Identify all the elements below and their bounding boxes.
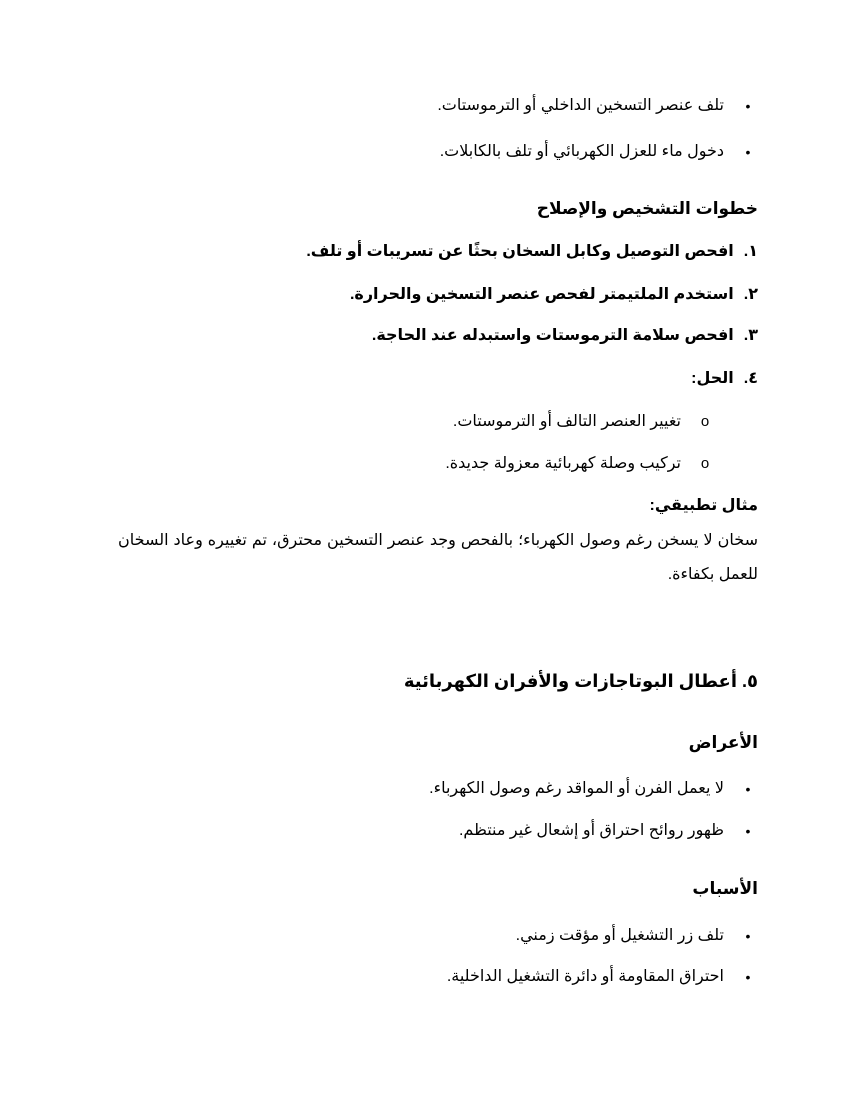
section-title: ٥. أعطال البوتاجازات والأفران الكهربائية [403, 671, 758, 691]
bullet-icon: • [745, 969, 751, 985]
sub-list-item-text: تغيير العنصر التالف أو الترموستات. [452, 413, 681, 430]
list-item [429, 779, 758, 799]
bullet-icon: • [745, 98, 751, 114]
list-item-text: دخول ماء للعزل الكهربائي أو تلف بالكابلات. [439, 143, 724, 160]
sub-list-item [445, 454, 715, 474]
numbered-step [372, 326, 758, 346]
step-number: ٣. [743, 327, 758, 344]
list-item-text: ظهور روائح احتراق أو إشعال غير منتظم. [458, 822, 724, 839]
numbered-step [350, 285, 758, 305]
circle-bullet-icon: o [700, 413, 710, 430]
numbered-step [691, 369, 758, 389]
list-item [459, 821, 758, 841]
bullet-icon: • [745, 781, 751, 797]
step-text: افحص التوصيل وكابل السخان بحثًا عن تسريبات أو تلف. [306, 243, 734, 260]
diagnosis-heading: خطوات التشخيص والإصلاح [536, 199, 758, 218]
list-item-text: لا يعمل الفرن أو المواقد رغم وصول الكهرباء. [429, 780, 724, 797]
list-item-text: تلف زر التشغيل أو مؤقت زمني. [515, 927, 724, 944]
list-item-text: احتراق المقاومة أو دائرة التشغيل الداخلية. [446, 968, 724, 985]
step-text: الحل: [691, 370, 734, 387]
bullet-icon: • [745, 144, 751, 160]
sub-list-item-text: تركيب وصلة كهربائية معزولة جديدة. [445, 455, 681, 472]
list-item [440, 142, 758, 162]
causes-heading: الأسباب [692, 879, 758, 898]
example-text: سخان لا يسخن رغم وصول الكهرباء؛ بالفحص وجد عنصر التسخين محترق، تم تغييره وعاد السخان للعمل بكفاءة. [118, 532, 758, 583]
list-item [437, 96, 758, 116]
list-item [516, 926, 758, 946]
list-item [447, 967, 758, 987]
circle-bullet-icon: o [700, 455, 710, 472]
step-text: افحص سلامة الترموستات واستبدله عند الحاجة. [371, 327, 734, 344]
step-text: استخدم الملتيمتر لفحص عنصر التسخين والحرارة. [349, 286, 734, 303]
example-label: مثال تطبيقي: [649, 497, 758, 514]
step-number: ١. [743, 243, 758, 260]
numbered-step [306, 242, 758, 262]
list-item-text: تلف عنصر التسخين الداخلي أو الترموستات. [437, 97, 724, 114]
sub-list-item [453, 412, 715, 432]
bullet-icon: • [745, 928, 751, 944]
symptoms-heading: الأعراض [688, 733, 758, 752]
step-number: ٢. [743, 286, 758, 303]
bullet-icon: • [745, 823, 751, 839]
step-number: ٤. [743, 370, 758, 387]
